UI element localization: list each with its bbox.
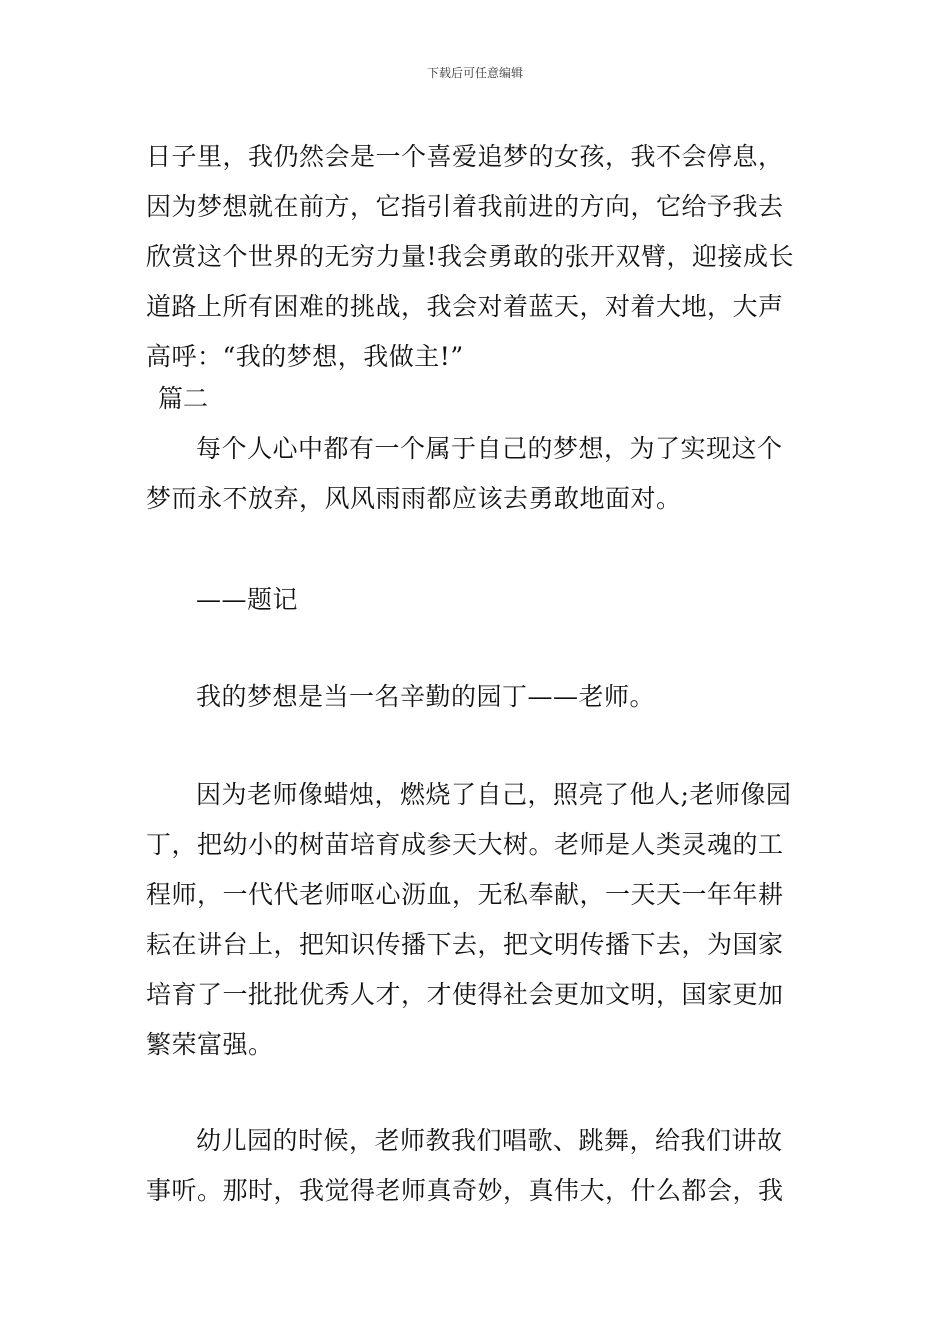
paragraph-line: 每个人心中都有一个属于自己的梦想，为了实现这个: [196, 434, 783, 463]
page-header-note: 下载后可任意编辑: [426, 66, 523, 80]
paragraph-line: 高呼：“我的梦想，我做主!”: [146, 342, 464, 371]
paragraph-5: [146, 770, 810, 1070]
paragraph-line: 我的梦想是当一名辛勤的园丁——老师。: [196, 682, 656, 711]
paragraph-1: [146, 132, 810, 382]
paragraph-line: 繁荣富强。: [146, 1030, 274, 1059]
paragraph-6: [146, 1116, 810, 1216]
epigraph-attribution: [146, 575, 810, 625]
section-heading: 篇二: [158, 384, 209, 413]
paragraph-line: 程师，一代代老师呕心沥血，无私奉献，一天天一年年耕: [146, 880, 784, 909]
paragraph-2: [146, 424, 810, 524]
paragraph-line: 梦而永不放弃，风风雨雨都应该去勇敢地面对。: [146, 484, 682, 513]
paragraph-line: 因为梦想就在前方，它指引着我前进的方向，它给予我去: [146, 192, 784, 221]
paragraph-line: 幼儿园的时候，老师教我们唱歌、跳舞，给我们讲故: [196, 1126, 783, 1155]
paragraph-line: 道路上所有困难的挑战，我会对着蓝天，对着大地，大声: [146, 292, 784, 321]
paragraph-line: 丁，把幼小的树苗培育成参天大树。老师是人类灵魂的工: [146, 830, 784, 859]
paragraph-line: 欣赏这个世界的无穷力量!我会勇敢的张开双臂，迎接成长: [146, 242, 795, 271]
paragraph-line: 事听。那时，我觉得老师真奇妙，真伟大，什么都会，我: [146, 1176, 784, 1205]
paragraph-line: 因为老师像蜡烛，燃烧了自己，照亮了他人;老师像园: [196, 780, 792, 809]
paragraph-line: ——题记: [196, 585, 299, 614]
paragraph-4: [146, 672, 810, 722]
paragraph-line: 日子里，我仍然会是一个喜爱追梦的女孩，我不会停息，: [146, 142, 784, 171]
paragraph-line: 耘在讲台上，把知识传播下去，把文明传播下去，为国家: [146, 930, 784, 959]
paragraph-line: 培育了一批批优秀人才，才使得社会更加文明，国家更加: [146, 980, 784, 1009]
